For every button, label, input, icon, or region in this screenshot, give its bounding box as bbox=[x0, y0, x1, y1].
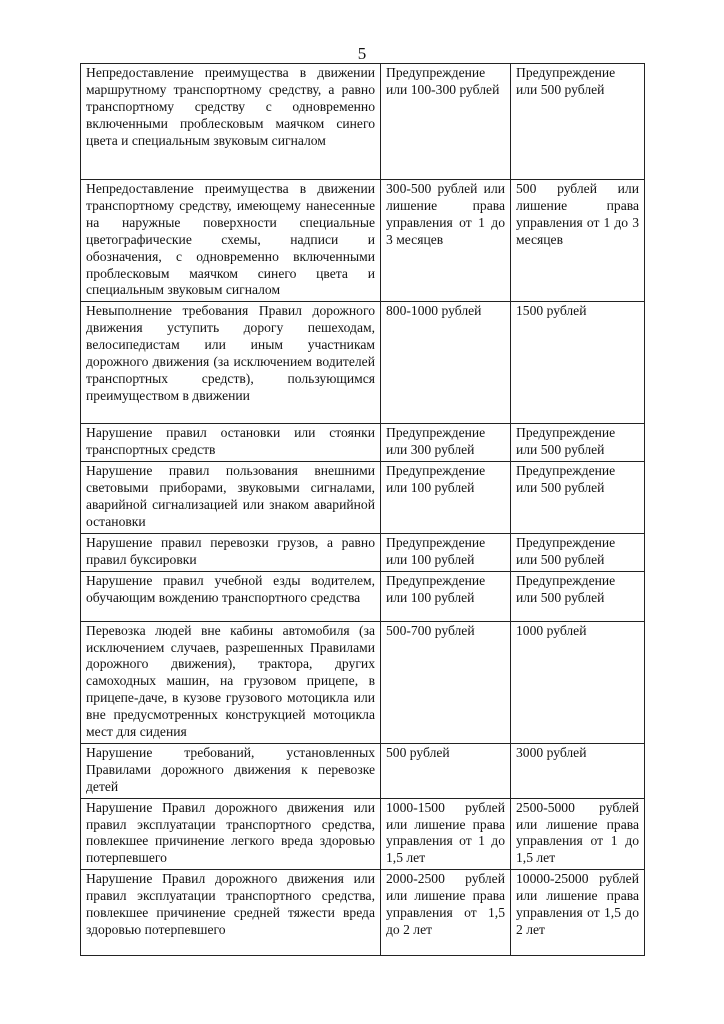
violation-cell: Нарушение правил учебной езды водителем, обучающим вождению транспортного средства bbox=[81, 571, 381, 621]
penalty-new-cell: 1000 рублей bbox=[511, 621, 645, 743]
violation-cell: Нарушение правил перевозки грузов, а равно правил буксировки bbox=[81, 533, 381, 571]
penalty-current-cell: 500 рублей bbox=[381, 743, 511, 798]
penalty-current-cell: 500-700 рублей bbox=[381, 621, 511, 743]
table-row bbox=[81, 424, 645, 462]
violation-cell: Нарушение правил пользования внешними световыми приборами, звуковыми сигналами, аварийной сигнализацией или знаком аварийной остановки bbox=[81, 462, 381, 534]
violation-cell: Невыполнение требования Правил дорожного движения уступить дорогу пешеходам, велосипедистам или иным участникам дорожного движения (за исключением водителей транспортных средств), пользующимся преимуществом в движении bbox=[81, 302, 381, 424]
table-row bbox=[81, 743, 645, 798]
table-row bbox=[81, 870, 645, 956]
penalty-new-cell: 2500-5000 рублей или лишение права управления от 1 до 1,5 лет bbox=[511, 798, 645, 870]
penalty-new-cell: 10000-25000 рублей или лишение права управления от 1,5 до 2 лет bbox=[511, 870, 645, 956]
table-row bbox=[81, 302, 645, 424]
penalty-new-cell: 1500 рублей bbox=[511, 302, 645, 424]
penalty-current-cell: Предупреждение или 100 рублей bbox=[381, 571, 511, 621]
penalty-new-cell: 500 рублей или лишение права управления от 1 до 3 месяцев bbox=[511, 180, 645, 302]
penalty-new-cell: 3000 рублей bbox=[511, 743, 645, 798]
table-row bbox=[81, 180, 645, 302]
penalty-new-cell: Предупреждение или 500 рублей bbox=[511, 571, 645, 621]
violation-cell: Нарушение правил остановки или стоянки транспортных средств bbox=[81, 424, 381, 462]
violation-cell: Нарушение Правил дорожного движения или правил эксплуатации транспортного средства, повлекшее причинение средней тяжести вреда здоровью потерпевшего bbox=[81, 870, 381, 956]
page-number: 5 bbox=[357, 44, 367, 63]
penalty-current-cell: 1000-1500 рублей или лишение права управления от 1 до 1,5 лет bbox=[381, 798, 511, 870]
penalty-new-cell: Предупреждение или 500 рублей bbox=[511, 64, 645, 180]
violation-cell: Непредоставление преимущества в движении транспортному средству, имеющему нанесенные на наружные поверхности специальные цветографические схемы, надписи и обозначения, с одновременно включенными проблесковым маячком синего цвета и специальным звуковым сигналом bbox=[81, 180, 381, 302]
table-row bbox=[81, 798, 645, 870]
penalties-table bbox=[80, 63, 645, 956]
table-row bbox=[81, 462, 645, 534]
penalty-new-cell: Предупреждение или 500 рублей bbox=[511, 533, 645, 571]
violation-cell: Непредоставление преимущества в движении маршрутному транспортному средству, а равно транспортному средству с одновременно включенными проблесковым маячком синего цвета и специальным звуковым сигналом bbox=[81, 64, 381, 180]
violation-cell: Нарушение Правил дорожного движения или правил эксплуатации транспортного средства, повлекшее причинение легкого вреда здоровью потерпевшего bbox=[81, 798, 381, 870]
violation-cell: Нарушение требований, установленных Правилами дорожного движения к перевозке детей bbox=[81, 743, 381, 798]
violation-cell: Перевозка людей вне кабины автомобиля (за исключением случаев, разрешенных Правилами дорожного движения), трактора, других самоходных машин, на грузовом прицепе, в прицепе-даче, в кузове грузового мотоцикла или вне предусмотренных конструкцией мотоцикла мест для сидения bbox=[81, 621, 381, 743]
penalty-current-cell: Предупреждение или 100 рублей bbox=[381, 462, 511, 534]
penalty-new-cell: Предупреждение или 500 рублей bbox=[511, 462, 645, 534]
penalty-new-cell: Предупреждение или 500 рублей bbox=[511, 424, 645, 462]
penalty-current-cell: 2000-2500 рублей или лишение права управления от 1,5 до 2 лет bbox=[381, 870, 511, 956]
penalties-table-body bbox=[81, 64, 645, 956]
table-row bbox=[81, 621, 645, 743]
penalty-current-cell: Предупреждение или 100-300 рублей bbox=[381, 64, 511, 180]
table-row bbox=[81, 64, 645, 180]
table-row bbox=[81, 571, 645, 621]
penalty-current-cell: Предупреждение или 100 рублей bbox=[381, 533, 511, 571]
penalty-current-cell: 300-500 рублей или лишение права управления от 1 до 3 месяцев bbox=[381, 180, 511, 302]
penalty-current-cell: 800-1000 рублей bbox=[381, 302, 511, 424]
penalty-current-cell: Предупреждение или 300 рублей bbox=[381, 424, 511, 462]
table-row bbox=[81, 533, 645, 571]
